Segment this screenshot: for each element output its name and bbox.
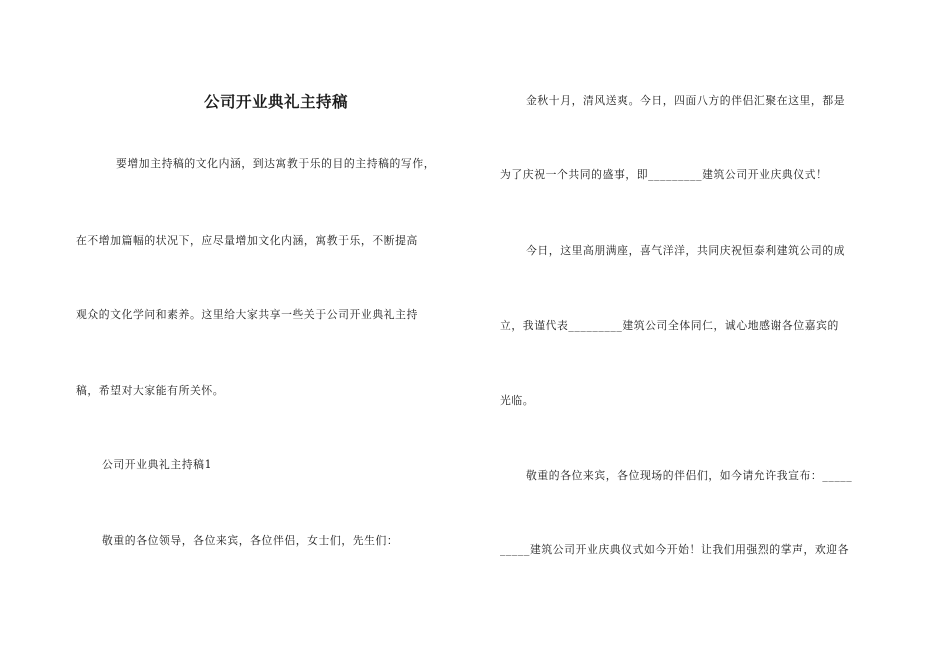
paragraph-line: 立，我谨代表_________建筑公司全体同仁，诚心地感谢各位嘉宾的 xyxy=(500,319,839,332)
document-title: 公司开业典礼主持稿 xyxy=(203,93,348,111)
paragraph-line: 在不增加篇幅的状况下，应尽量增加文化内涵，寓教于乐，不断提高 xyxy=(76,234,418,247)
paragraph-line: 今日，这里高朋满座，喜气洋洋，共同庆祝恒泰利建筑公司的成 xyxy=(526,244,846,257)
paragraph-line: 为了庆祝一个共同的盛事，即_________建筑公司开业庆典仪式！ xyxy=(500,168,828,181)
paragraph-line: 观众的文化学问和素养。这里给大家共享一些关于公司开业典礼主持 xyxy=(76,308,418,321)
section-heading: 公司开业典礼主持稿1 xyxy=(102,458,213,471)
paragraph-line: _____建筑公司开业庆典仪式如今开始！让我们用强烈的掌声，欢迎各 xyxy=(500,543,850,556)
paragraph-line: 要增加主持稿的文化内涵，到达寓教于乐的目的主持稿的写作， xyxy=(116,157,436,170)
paragraph-line: 稿，希望对大家能有所关怀。 xyxy=(76,384,225,397)
left-column xyxy=(76,0,476,672)
paragraph-line: 光临。 xyxy=(500,394,535,407)
right-column xyxy=(500,0,890,672)
paragraph-line: 敬重的各位来宾，各位现场的伴侣们，如今请允许我宣布：_____ xyxy=(526,469,853,482)
paragraph-line: 金秋十月，清风送爽。今日，四面八方的伴侣汇聚在这里，都是 xyxy=(526,94,846,107)
paragraph-line: 敬重的各位领导，各位来宾，各位伴侣，女士们，先生们： xyxy=(102,534,399,547)
